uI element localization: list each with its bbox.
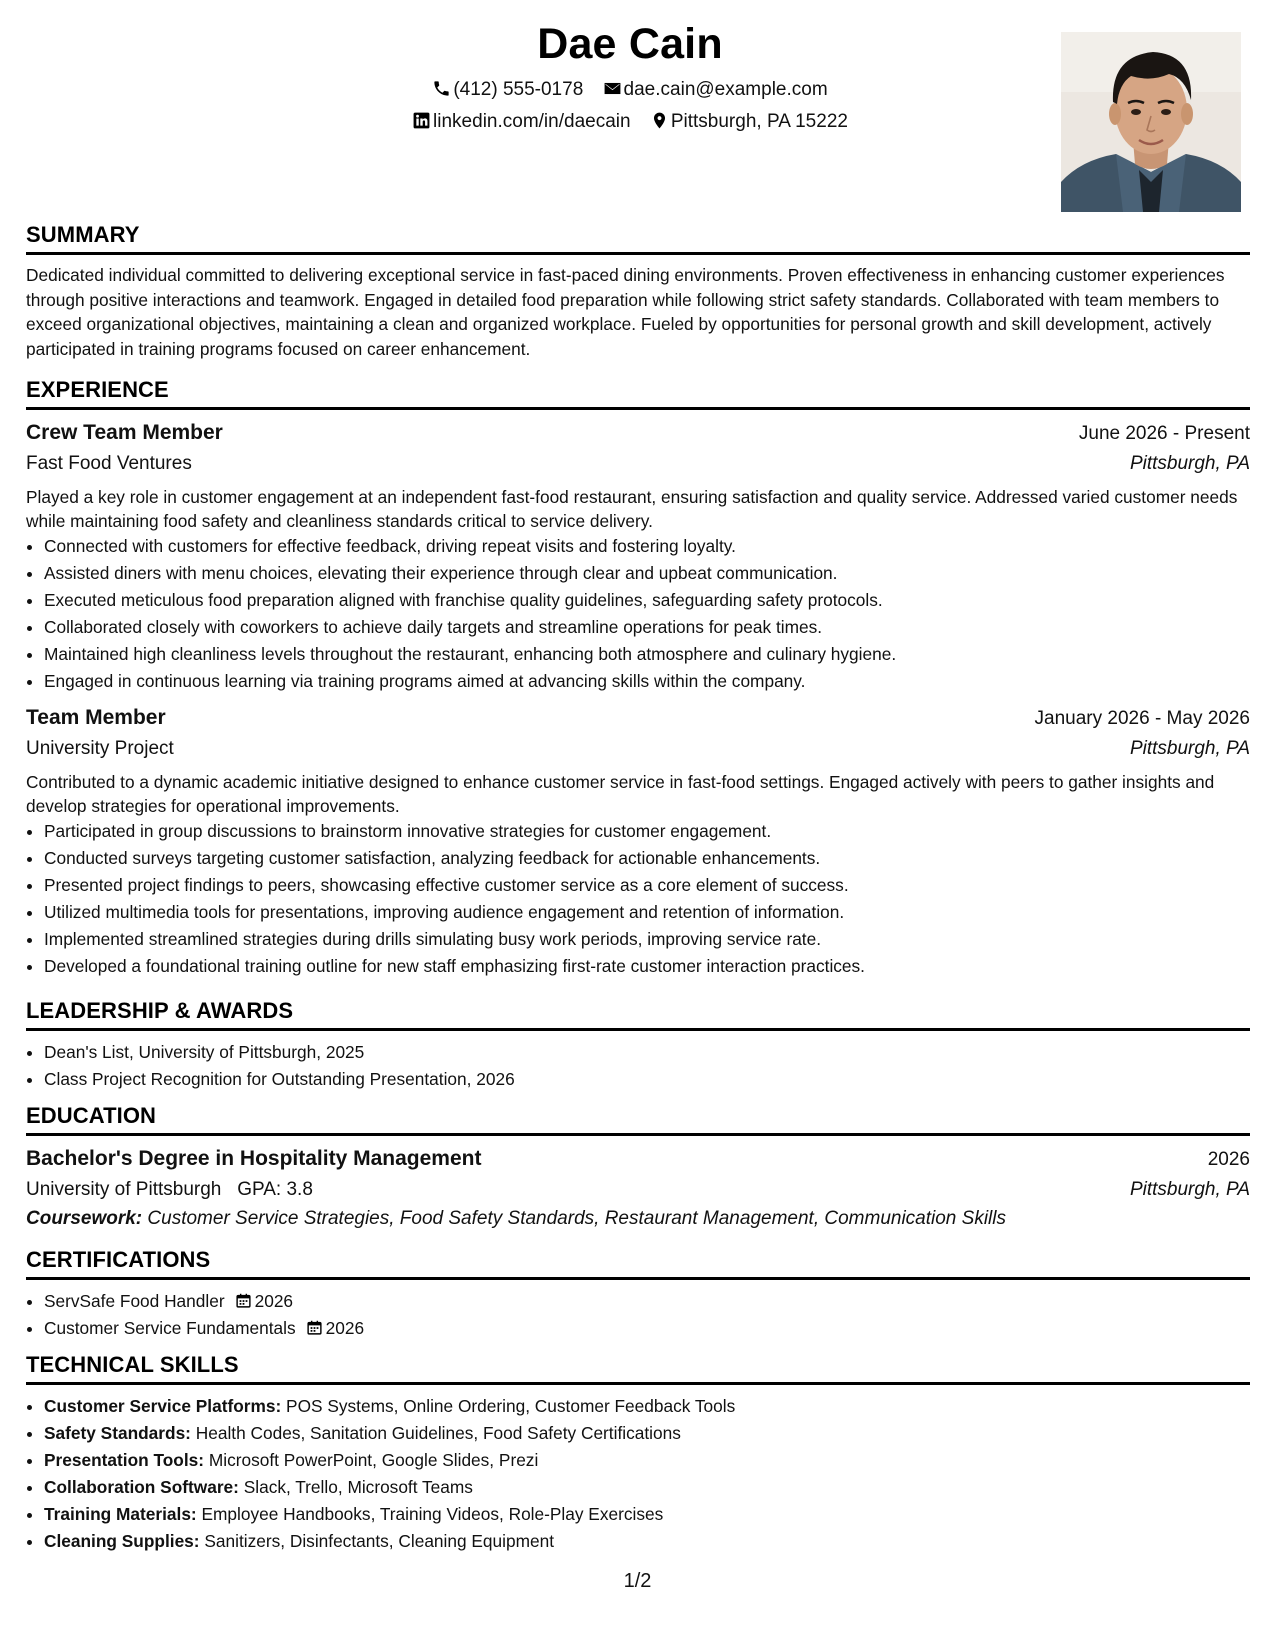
list-item <box>44 1315 1250 1342</box>
phone-text: (412) 555-0178 <box>453 79 584 100</box>
list-item: • Implemented streamlined strategies during drills simulating busy work periods, improving service rate. <box>44 926 1250 953</box>
education-section <box>26 1103 1250 1247</box>
resume-header <box>26 0 1250 222</box>
skill-category: Collaboration Software: <box>44 1477 239 1497</box>
degree-title: Bachelor's Degree in Hospitality Management <box>26 1147 482 1170</box>
experience-heading: EXPERIENCE <box>26 377 1250 410</box>
job-bullets <box>26 818 1250 980</box>
list-item <box>44 1393 1250 1420</box>
job-entry <box>26 703 1250 980</box>
skill-category: Presentation Tools: <box>44 1450 205 1470</box>
phone-contact[interactable] <box>432 79 583 101</box>
skills-section <box>26 1352 1250 1555</box>
envelope-icon <box>603 79 622 98</box>
job-location: Pittsburgh, PA <box>1129 453 1250 474</box>
calendar-icon <box>306 1319 323 1336</box>
linkedin-text: linkedin.com/in/daecain <box>433 111 631 132</box>
email-contact[interactable] <box>603 79 828 101</box>
list-item: • Maintained high cleanliness levels throughout the restaurant, enhancing both atmosphere and culinary hygiene. <box>44 641 1250 668</box>
resume-page <box>26 0 1250 1555</box>
profile-photo <box>1061 32 1241 212</box>
list-item <box>44 1474 1250 1501</box>
summary-heading: SUMMARY <box>26 222 1250 255</box>
coursework-label: Coursework: <box>26 1208 143 1229</box>
linkedin-icon <box>412 111 431 130</box>
skills-list <box>26 1393 1250 1555</box>
list-item: • Dean's List, University of Pittsburgh, 2025 <box>44 1039 1250 1066</box>
school-name: University of Pittsburgh <box>26 1179 222 1200</box>
skill-category: Cleaning Supplies: <box>44 1531 200 1551</box>
job-description: Contributed to a dynamic academic initiative designed to enhance customer service in fast-food settings. Engaged actively with peers to gather insights and develop strategies for operational improvements. <box>26 772 1215 816</box>
skill-values: Slack, Trello, Microsoft Teams <box>243 1477 473 1497</box>
certification-name: Customer Service Fundamentals <box>44 1318 296 1338</box>
job-organization: Fast Food Ventures <box>26 453 192 474</box>
graduation-year: 2026 <box>1207 1149 1250 1170</box>
gpa: GPA: 3.8 <box>237 1179 313 1200</box>
skill-values: Health Codes, Sanitation Guidelines, Food Safety Certifications <box>195 1423 681 1443</box>
list-item: • Presented project findings to peers, showcasing effective customer service as a core element of success. <box>44 872 1250 899</box>
skill-values: POS Systems, Online Ordering, Customer Feedback Tools <box>286 1396 736 1416</box>
school-location: Pittsburgh, PA <box>1129 1179 1250 1200</box>
leadership-section <box>26 998 1250 1103</box>
email-text: dae.cain@example.com <box>623 79 828 100</box>
list-item: • Participated in group discussions to brainstorm innovative strategies for customer engagement. <box>44 818 1250 845</box>
list-item: • Executed meticulous food preparation aligned with franchise quality guidelines, safeguarding safety protocols. <box>44 587 1250 614</box>
list-item: • Engaged in continuous learning via training programs aimed at advancing skills within the company. <box>44 668 1250 695</box>
job-organization: University Project <box>26 738 174 759</box>
education-heading: EDUCATION <box>26 1103 1250 1136</box>
list-item: • Connected with customers for effective feedback, driving repeat visits and fostering loyalty. <box>44 533 1250 560</box>
summary-section <box>26 222 1250 361</box>
certifications-list <box>26 1288 1250 1342</box>
linkedin-contact[interactable] <box>412 111 631 133</box>
location-text: Pittsburgh, PA 15222 <box>670 111 848 132</box>
skill-category: Training Materials: <box>44 1504 197 1524</box>
leadership-list <box>26 1039 1250 1093</box>
certifications-heading: CERTIFICATIONS <box>26 1247 1250 1280</box>
map-pin-icon <box>650 111 669 130</box>
job-location: Pittsburgh, PA <box>1129 738 1250 759</box>
job-dates: January 2026 - May 2026 <box>1034 708 1250 729</box>
location-contact <box>650 111 848 133</box>
summary-text: Dedicated individual committed to delivering exceptional service in fast-paced dining environments. Proven effectiveness in enhancing customer experiences through positive interactions and teamwork. Engaged in detailed food preparation while following strict safety standards. Collaborated with team members to exceed organizational objectives, maintaining a clean and organized workplace. Fueled by opportunities for personal growth and skill development, actively participated in training programs focused on career enhancement. <box>26 265 1225 359</box>
list-item: • Class Project Recognition for Outstanding Presentation, 2026 <box>44 1066 1250 1093</box>
list-item <box>44 1501 1250 1528</box>
job-description: Played a key role in customer engagement at an independent fast-food restaurant, ensuring satisfaction and quality service. Addressed varied customer needs while maintaining food safety and cleanliness standards critical to service delivery. <box>26 487 1238 531</box>
skill-category: Customer Service Platforms: <box>44 1396 282 1416</box>
skill-values: Employee Handbooks, Training Videos, Role-Play Exercises <box>201 1504 664 1524</box>
contact-line-1 <box>26 79 1234 101</box>
skills-heading: TECHNICAL SKILLS <box>26 1352 1250 1385</box>
list-item: • Utilized multimedia tools for presentations, improving audience engagement and retention of information. <box>44 899 1250 926</box>
skill-values: Microsoft PowerPoint, Google Slides, Prezi <box>208 1450 539 1470</box>
skill-values: Sanitizers, Disinfectants, Cleaning Equipment <box>204 1531 555 1551</box>
list-item: • Collaborated closely with coworkers to achieve daily targets and streamline operations for peak times. <box>44 614 1250 641</box>
list-item <box>44 1288 1250 1315</box>
leadership-heading: LEADERSHIP & AWARDS <box>26 998 1250 1031</box>
page-number: 1/2 <box>623 1570 652 1592</box>
job-title: Team Member <box>26 706 166 729</box>
job-title: Crew Team Member <box>26 421 223 444</box>
coursework-list: Customer Service Strategies, Food Safety Standards, Restaurant Management, Communication Skills <box>147 1208 1006 1229</box>
coursework <box>26 1205 1250 1233</box>
phone-icon <box>432 79 451 98</box>
school-line <box>26 1175 313 1205</box>
candidate-name: Dae Cain <box>537 20 723 68</box>
list-item <box>44 1447 1250 1474</box>
certification-name: ServSafe Food Handler <box>44 1291 225 1311</box>
certification-year: 2026 <box>254 1291 294 1311</box>
calendar-icon <box>235 1292 252 1309</box>
certification-year: 2026 <box>325 1318 365 1338</box>
skill-category: Safety Standards: <box>44 1423 191 1443</box>
job-dates: June 2026 - Present <box>1078 423 1250 444</box>
contact-line-2 <box>26 111 1234 133</box>
list-item: • Conducted surveys targeting customer satisfaction, analyzing feedback for actionable enhancements. <box>44 845 1250 872</box>
experience-section <box>26 377 1250 998</box>
list-item: • Assisted diners with menu choices, elevating their experience through clear and upbeat communication. <box>44 560 1250 587</box>
job-bullets <box>26 533 1250 695</box>
certifications-section <box>26 1247 1250 1352</box>
list-item <box>44 1528 1250 1555</box>
list-item: • Developed a foundational training outline for new staff emphasizing first-rate customer interaction practices. <box>44 953 1250 980</box>
job-entry <box>26 418 1250 695</box>
list-item <box>44 1420 1250 1447</box>
